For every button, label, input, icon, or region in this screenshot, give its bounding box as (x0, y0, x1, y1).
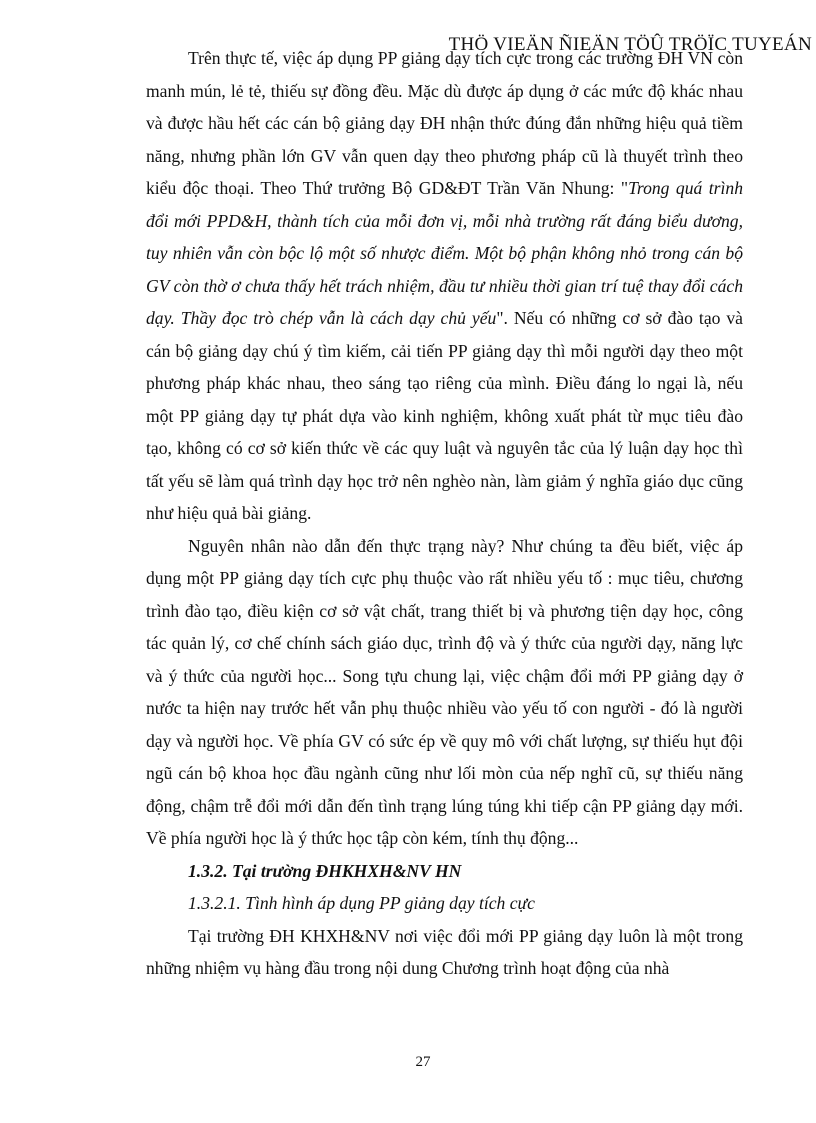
paragraph-1-start: Trên thực tế, việc áp dụng PP giảng dạy tích cực trong các trường ĐH VN còn manh mún, lẻ tẻ, thiếu sự đồng đều. Mặc dù được áp dụng ở các mức độ khác nhau và được hầu hết các cán bộ giảng dạy ĐH nhận thức đúng đắn những hiệu quả tiềm năng, nhưng phần lớn GV vẫn quen dạy theo phương pháp cũ là thuyết trình theo kiểu độc thoại. Theo Thứ trưởng Bộ GD&ĐT Trần Văn Nhung: " (146, 48, 743, 198)
page-header: THÖ VIEÄN ÑIEÄN TÖÛ TRÖÏC TUYEÁN (448, 34, 812, 55)
section-heading: 1.3.2. Tại trường ĐHKHXH&NV HN (188, 860, 462, 881)
paragraph-2: Nguyên nhân nào dẫn đến thực trạng này? Như chúng ta đều biết, việc áp dụng một PP giảng dạy tích cực phụ thuộc vào rất nhiều yếu tố : mục tiêu, chương trình đào tạo, điều kiện cơ sở vật chất, trang thiết bị và phương tiện dạy học, công tác quản lý, cơ chế chính sách giáo dục, trình độ và ý thức của người dạy, năng lực và ý thức của người học... Song tựu chung lại, việc chậm đổi mới PP giảng dạy ở nước ta hiện nay trước hết vẫn phụ thuộc nhiều vào yếu tố con người - đó là người dạy và người học. Về phía GV có sức ép về quy mô với chất lượng, sự thiếu hụt đội ngũ cán bộ khoa học đầu ngành cũng như lối mòn của nếp nghĩ cũ, sự thiếu năng động, chậm trễ đổi mới dẫn đến tình trạng lúng túng khi tiếp cận PP giảng dạy mới. Về phía người học là ý thức học tập còn kém, tính thụ động... (146, 535, 743, 848)
body-text (146, 42, 743, 985)
page-number: 27 (415, 1054, 431, 1070)
paragraph-1-end: ". Nếu có những cơ sở đào tạo và cán bộ giảng dạy chú ý tìm kiếm, cải tiến PP giảng dạy thì mỗi người dạy theo một phương pháp khác nhau, theo sáng tạo riêng của mình. Điều đáng lo ngại là, nếu một PP giảng dạy tự phát dựa vào kinh nghiệm, không xuất phát từ mục tiêu đào tạo, không có cơ sở kiến thức về các quy luật và nguyên tắc của lý luận dạy học thì tất yếu sẽ làm quá trình dạy học trở nên nghèo nàn, làm giảm ý nghĩa giáo dục cũng như hiệu quả bài giảng. (146, 308, 743, 523)
paragraph-1 (146, 42, 743, 530)
subsection-heading: 1.3.2.1. Tình hình áp dụng PP giảng dạy tích cực (188, 893, 535, 913)
paragraph-3: Tại trường ĐH KHXH&NV nơi việc đổi mới PP giảng dạy luôn là một trong những nhiệm vụ hàng đầu trong nội dung Chương trình hoạt động của nhà (146, 925, 743, 978)
paragraph-1-quote: Trong quá trình đổi mới PPD&H, thành tích của mỗi đơn vị, mỗi nhà trường rất đáng biểu dương, tuy nhiên vẫn còn bộc lộ một số nhược điểm. Một bộ phận không nhỏ trong cán bộ GV còn thờ ơ chưa thấy hết trách nhiệm, đầu tư nhiều thời gian trí tuệ thay đổi cách dạy. Thầy đọc trò chép vẫn là cách dạy chủ yếu (146, 178, 743, 328)
